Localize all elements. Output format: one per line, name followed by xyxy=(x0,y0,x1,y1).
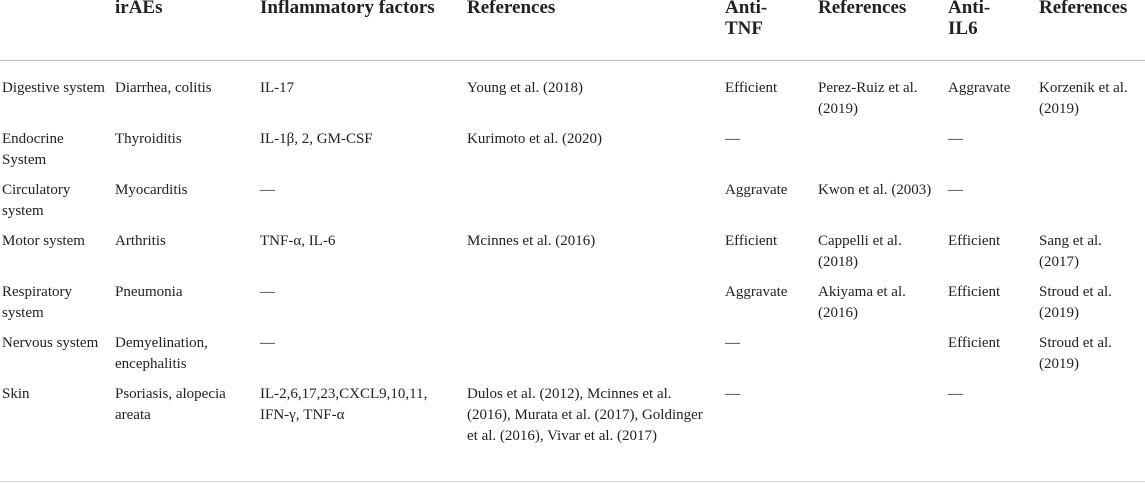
cell-system: Digestive system xyxy=(2,80,105,96)
cell-system: Endocrine System xyxy=(2,131,64,168)
cell-anti-il6: — xyxy=(948,386,963,402)
cell-iraes: Psoriasis, alopecia areata xyxy=(115,386,226,423)
header-cell-iraes: irAEs xyxy=(115,0,163,18)
cell-references: Young et al. (2018) xyxy=(467,80,583,96)
cell-iraes: Pneumonia xyxy=(115,284,183,300)
cell-inflammatory-factors: IL-17 xyxy=(260,80,295,96)
cell-system: Motor system xyxy=(2,233,85,249)
header-cell-references-1: References xyxy=(467,0,556,18)
cell-anti-il6: Efficient xyxy=(948,335,1001,351)
cell-anti-tnf-references: Perez-Ruiz et al. (2019) xyxy=(818,80,918,117)
cell-anti-il6: — xyxy=(948,131,963,147)
cell-iraes: Arthritis xyxy=(115,233,166,249)
cell-inflammatory-factors: — xyxy=(260,182,275,198)
cell-anti-il6-references: Sang et al. (2017) xyxy=(1039,233,1102,270)
cell-anti-il6-references: Stroud et al. (2019) xyxy=(1039,335,1112,372)
cell-anti-tnf: Efficient xyxy=(725,80,778,96)
table-header xyxy=(0,0,1145,61)
cell-iraes: Thyroiditis xyxy=(115,131,182,147)
cell-anti-tnf-references: Kwon et al. (2003) xyxy=(818,182,932,198)
cell-anti-tnf: Efficient xyxy=(725,233,778,249)
cell-iraes: Diarrhea, colitis xyxy=(115,80,212,96)
cell-anti-il6-references: Korzenik et al. (2019) xyxy=(1039,80,1128,117)
cell-references: Kurimoto et al. (2020) xyxy=(467,131,602,147)
cell-anti-il6: Efficient xyxy=(948,233,1001,249)
cell-iraes: Myocarditis xyxy=(115,182,188,198)
cell-anti-tnf: — xyxy=(725,131,740,147)
cell-anti-il6-references: Stroud et al. (2019) xyxy=(1039,284,1112,321)
cell-anti-il6: Aggravate xyxy=(948,80,1011,96)
cell-anti-tnf-references: Cappelli et al. (2018) xyxy=(818,233,902,270)
header-cell-anti-il6: Anti-IL6 xyxy=(948,0,991,39)
cell-inflammatory-factors: IL-2,6,17,23,CXCL9,10,11, IFN-γ, TNF-α xyxy=(260,386,428,423)
cell-system: Respiratory system xyxy=(2,284,72,321)
cell-iraes: Demyelination, encephalitis xyxy=(115,335,208,372)
cell-system: Skin xyxy=(2,386,30,402)
cell-anti-tnf: — xyxy=(725,386,740,402)
cell-anti-tnf-references: Akiyama et al. (2016) xyxy=(818,284,906,321)
cell-inflammatory-factors: — xyxy=(260,335,275,351)
cell-references: Mcinnes et al. (2016) xyxy=(467,233,596,249)
cell-inflammatory-factors: IL-1β, 2, GM-CSF xyxy=(260,131,373,147)
header-cell-inflammatory-factors: Inflammatory factors xyxy=(260,0,435,18)
header-cell-anti-tnf: Anti-TNF xyxy=(725,0,768,39)
cell-anti-il6: Efficient xyxy=(948,284,1001,300)
table-bottom-rule xyxy=(0,481,1145,482)
cell-inflammatory-factors: TNF-α, IL-6 xyxy=(260,233,336,249)
cell-inflammatory-factors: — xyxy=(260,284,275,300)
cell-system: Circulatory system xyxy=(2,182,71,219)
cell-anti-il6: — xyxy=(948,182,963,198)
cell-references: Dulos et al. (2012), Mcinnes et al. (2016), Murata et al. (2017), Goldinger et al. (2016), Vivar et al. (2017) xyxy=(467,386,703,444)
cell-system: Nervous system xyxy=(2,335,99,351)
cell-anti-tnf: Aggravate xyxy=(725,284,788,300)
cell-anti-tnf: — xyxy=(725,335,740,351)
header-cell-references-3: References xyxy=(1039,0,1128,18)
header-cell-references-2: References xyxy=(818,0,907,18)
cell-anti-tnf: Aggravate xyxy=(725,182,788,198)
